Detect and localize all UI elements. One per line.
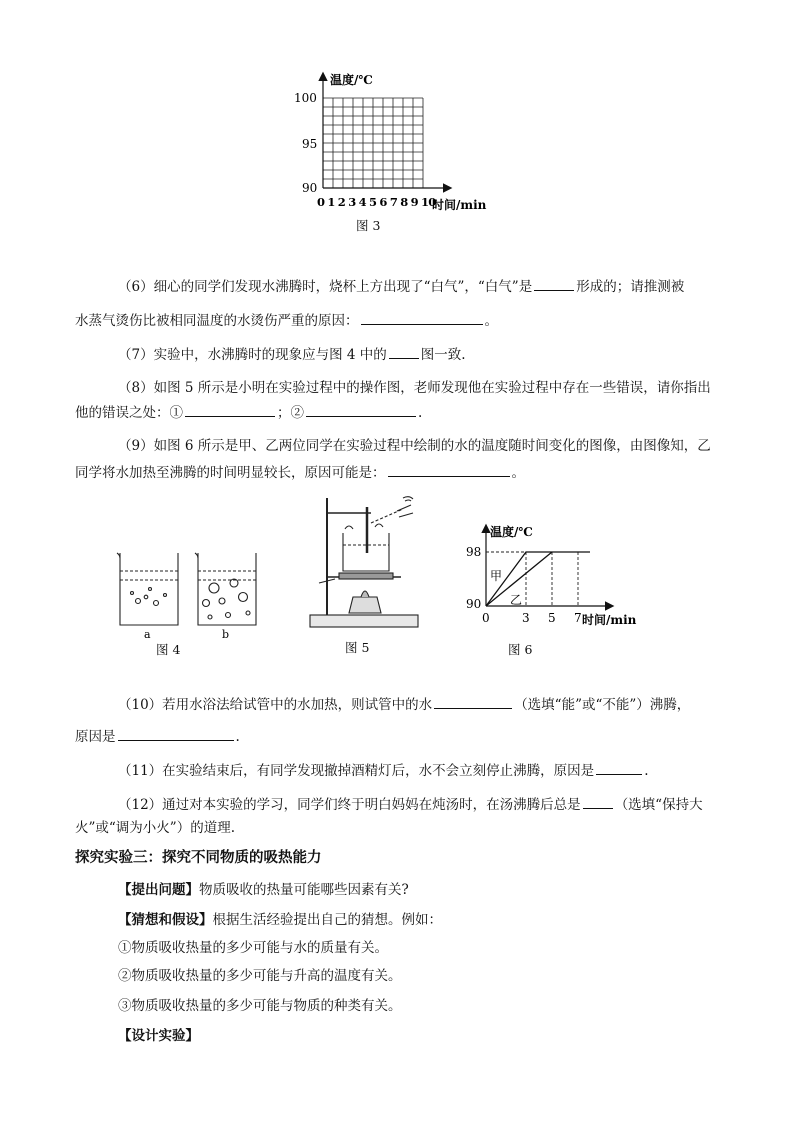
figure-4-caption: 图 4	[156, 642, 181, 657]
alcohol-lamp	[349, 597, 381, 613]
figure-5-caption: 图 5	[345, 640, 370, 655]
figure-6-chart	[458, 522, 658, 637]
fig6-x-tick-0: 0	[482, 611, 490, 625]
figure-5	[305, 493, 425, 658]
figure-4	[110, 545, 260, 655]
beaker-a	[117, 553, 178, 625]
series-yi-label: 乙	[510, 593, 523, 607]
q12-line2: 火”或“调为小火”）的道理.	[75, 820, 235, 836]
q7: （7）实验中，水沸腾时的现象应与图 4 中的 图一致.	[118, 344, 466, 365]
q9-line1: （9）如图 6 所示是甲、乙两位同学在实验过程中绘制的水的温度随时间变化的图像，由图像知，乙	[118, 438, 711, 454]
beaker-b-label: b	[222, 628, 230, 640]
section-3-question: 【提出问题】物质吸收的热量可能哪些因素有关?	[118, 882, 409, 898]
fig6-x-tick-5: 5	[548, 611, 556, 625]
section-3-hypothesis: 【猜想和假设】根据生活经验提出自己的猜想。例如：	[118, 912, 442, 928]
fig6-y-tick-90: 90	[466, 597, 482, 611]
fig6-x-tick-7: 7	[574, 611, 582, 625]
q8-line2: 他的错误之处：① ；② .	[75, 402, 422, 423]
series-jia-label: 甲	[490, 569, 503, 583]
y-tick-95: 95	[302, 137, 318, 151]
hypothesis-1: ①物质吸收热量的多少可能与水的质量有关。	[118, 940, 388, 956]
fig6-x-tick-3: 3	[522, 611, 530, 625]
beaker-b	[195, 553, 256, 625]
q6-line1: （6）细心的同学们发现水沸腾时，烧杯上方出现了“白气”，“白气”是 形成的；请推测被	[118, 276, 684, 297]
fig6-x-axis-label: 时间/min	[582, 613, 637, 627]
fig6-y-tick-98: 98	[466, 545, 482, 559]
q9-line2: 同学将水加热至沸腾的时间明显较长，原因可能是： 。	[75, 462, 525, 483]
y-tick-100: 100	[294, 91, 317, 105]
figure-4-beakers	[110, 545, 260, 640]
x-tick-labels: 0 1 2 3 4 5 6 7 8 9 10	[317, 195, 436, 209]
x-axis-label: 时间/min	[432, 198, 487, 212]
figure-3	[290, 68, 520, 238]
q6-line2: 水蒸气烫伤比被相同温度的水烫伤严重的原因： 。	[75, 310, 498, 331]
figure-6	[458, 522, 658, 660]
section-3-design: 【设计实验】	[118, 1028, 199, 1044]
figure-6-caption: 图 6	[508, 642, 533, 657]
section-3-title: 探究实验三：探究不同物质的吸热能力	[75, 849, 322, 866]
q11: （11）在实验结束后，有同学发现撤掉酒精灯后，水不会立刻停止沸腾，原因是 .	[118, 760, 648, 781]
hypothesis-2: ②物质吸收热量的多少可能与升高的温度有关。	[118, 968, 402, 984]
q10-line1: （10）若用水浴法给试管中的水加热，则试管中的水 （选填“能”或“不能”）沸腾，	[118, 694, 690, 715]
figure-3-grid-chart	[290, 68, 520, 218]
figure-5-apparatus	[305, 493, 425, 638]
q10-line2: 原因是 .	[75, 726, 240, 747]
y-tick-90: 90	[302, 181, 318, 195]
figure-3-caption: 图 3	[356, 218, 381, 233]
q8-line1: （8）如图 5 所示是小明在实验过程中的操作图，老师发现他在实验过程中存在一些错误，请你指出	[118, 380, 711, 396]
q12-line1: （12）通过对本实验的学习，同学们终于明白妈妈在炖汤时，在汤沸腾后总是 （选填“保持大	[118, 794, 703, 815]
stand-base	[310, 615, 418, 627]
fig6-y-axis-label: 温度/℃	[490, 525, 533, 539]
hypothesis-3: ③物质吸收热量的多少可能与物质的种类有关。	[118, 998, 402, 1014]
y-axis-label: 温度/℃	[330, 73, 373, 87]
beaker-a-label: a	[144, 628, 151, 640]
